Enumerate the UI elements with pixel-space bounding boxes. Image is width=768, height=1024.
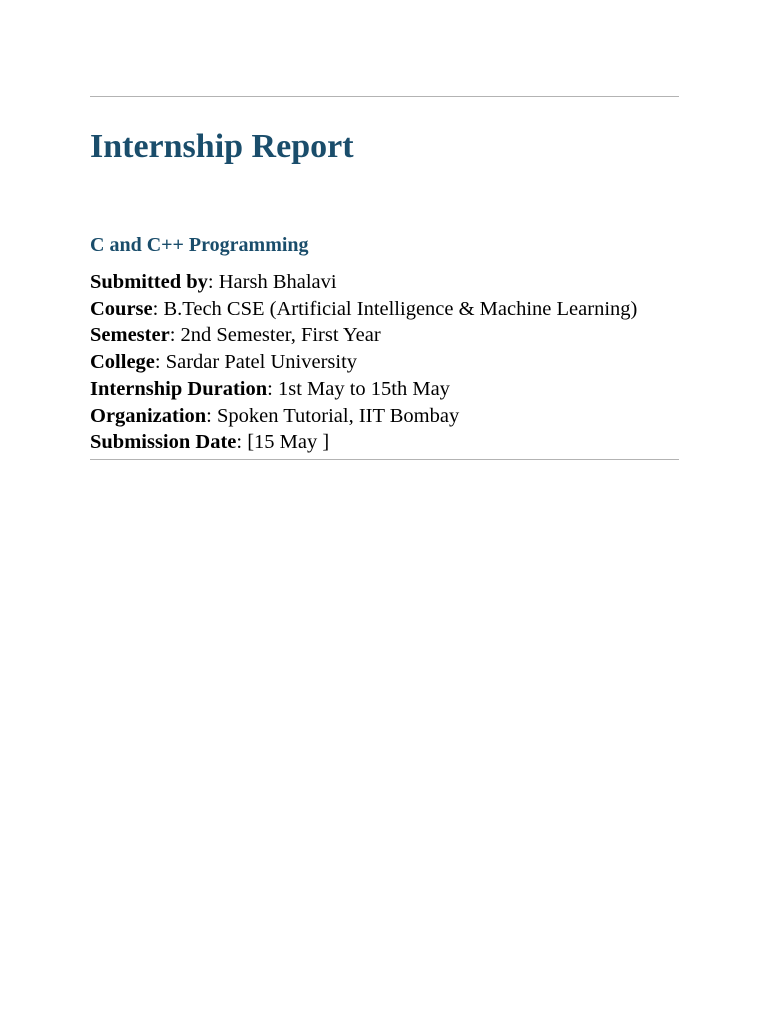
- detail-value: Harsh Bhalavi: [218, 271, 337, 293]
- detail-separator: :: [236, 431, 248, 454]
- bottom-divider: [90, 459, 679, 460]
- document-subtitle: C and C++ Programming: [90, 234, 309, 256]
- detail-value: 1st May to 15th May: [277, 377, 450, 400]
- detail-submitted-by: [90, 269, 679, 296]
- document-title: Internship Report: [90, 128, 354, 165]
- detail-semester: [90, 322, 679, 349]
- detail-separator: :: [207, 271, 219, 293]
- detail-college: [90, 349, 679, 376]
- detail-separator: :: [206, 404, 217, 427]
- report-details: [90, 269, 679, 456]
- detail-value: 2nd Semester, First Year: [180, 324, 381, 347]
- detail-key: Semester: [90, 324, 170, 347]
- detail-key: Organization: [90, 404, 207, 427]
- detail-separator: :: [169, 324, 181, 347]
- detail-value: [15 May ]: [247, 431, 330, 454]
- detail-value: Spoken Tutorial, IIT Bombay: [217, 404, 460, 427]
- detail-key: College: [90, 351, 155, 374]
- detail-internship-duration: [90, 376, 679, 403]
- top-divider: [90, 96, 679, 97]
- detail-separator: :: [154, 351, 166, 374]
- detail-course: [90, 296, 679, 323]
- detail-separator: :: [152, 297, 164, 320]
- detail-submission-date: [90, 429, 679, 456]
- detail-value: B.Tech CSE (Artificial Intelligence & Machine Learning): [163, 297, 638, 320]
- detail-key: Course: [90, 297, 153, 320]
- detail-value: Sardar Patel University: [165, 351, 358, 374]
- document-page: [90, 96, 679, 460]
- detail-organization: [90, 403, 679, 430]
- detail-key: Submission Date: [90, 431, 237, 454]
- detail-key: Submitted by: [90, 271, 208, 293]
- detail-separator: :: [267, 377, 278, 400]
- detail-key: Internship Duration: [90, 377, 268, 400]
